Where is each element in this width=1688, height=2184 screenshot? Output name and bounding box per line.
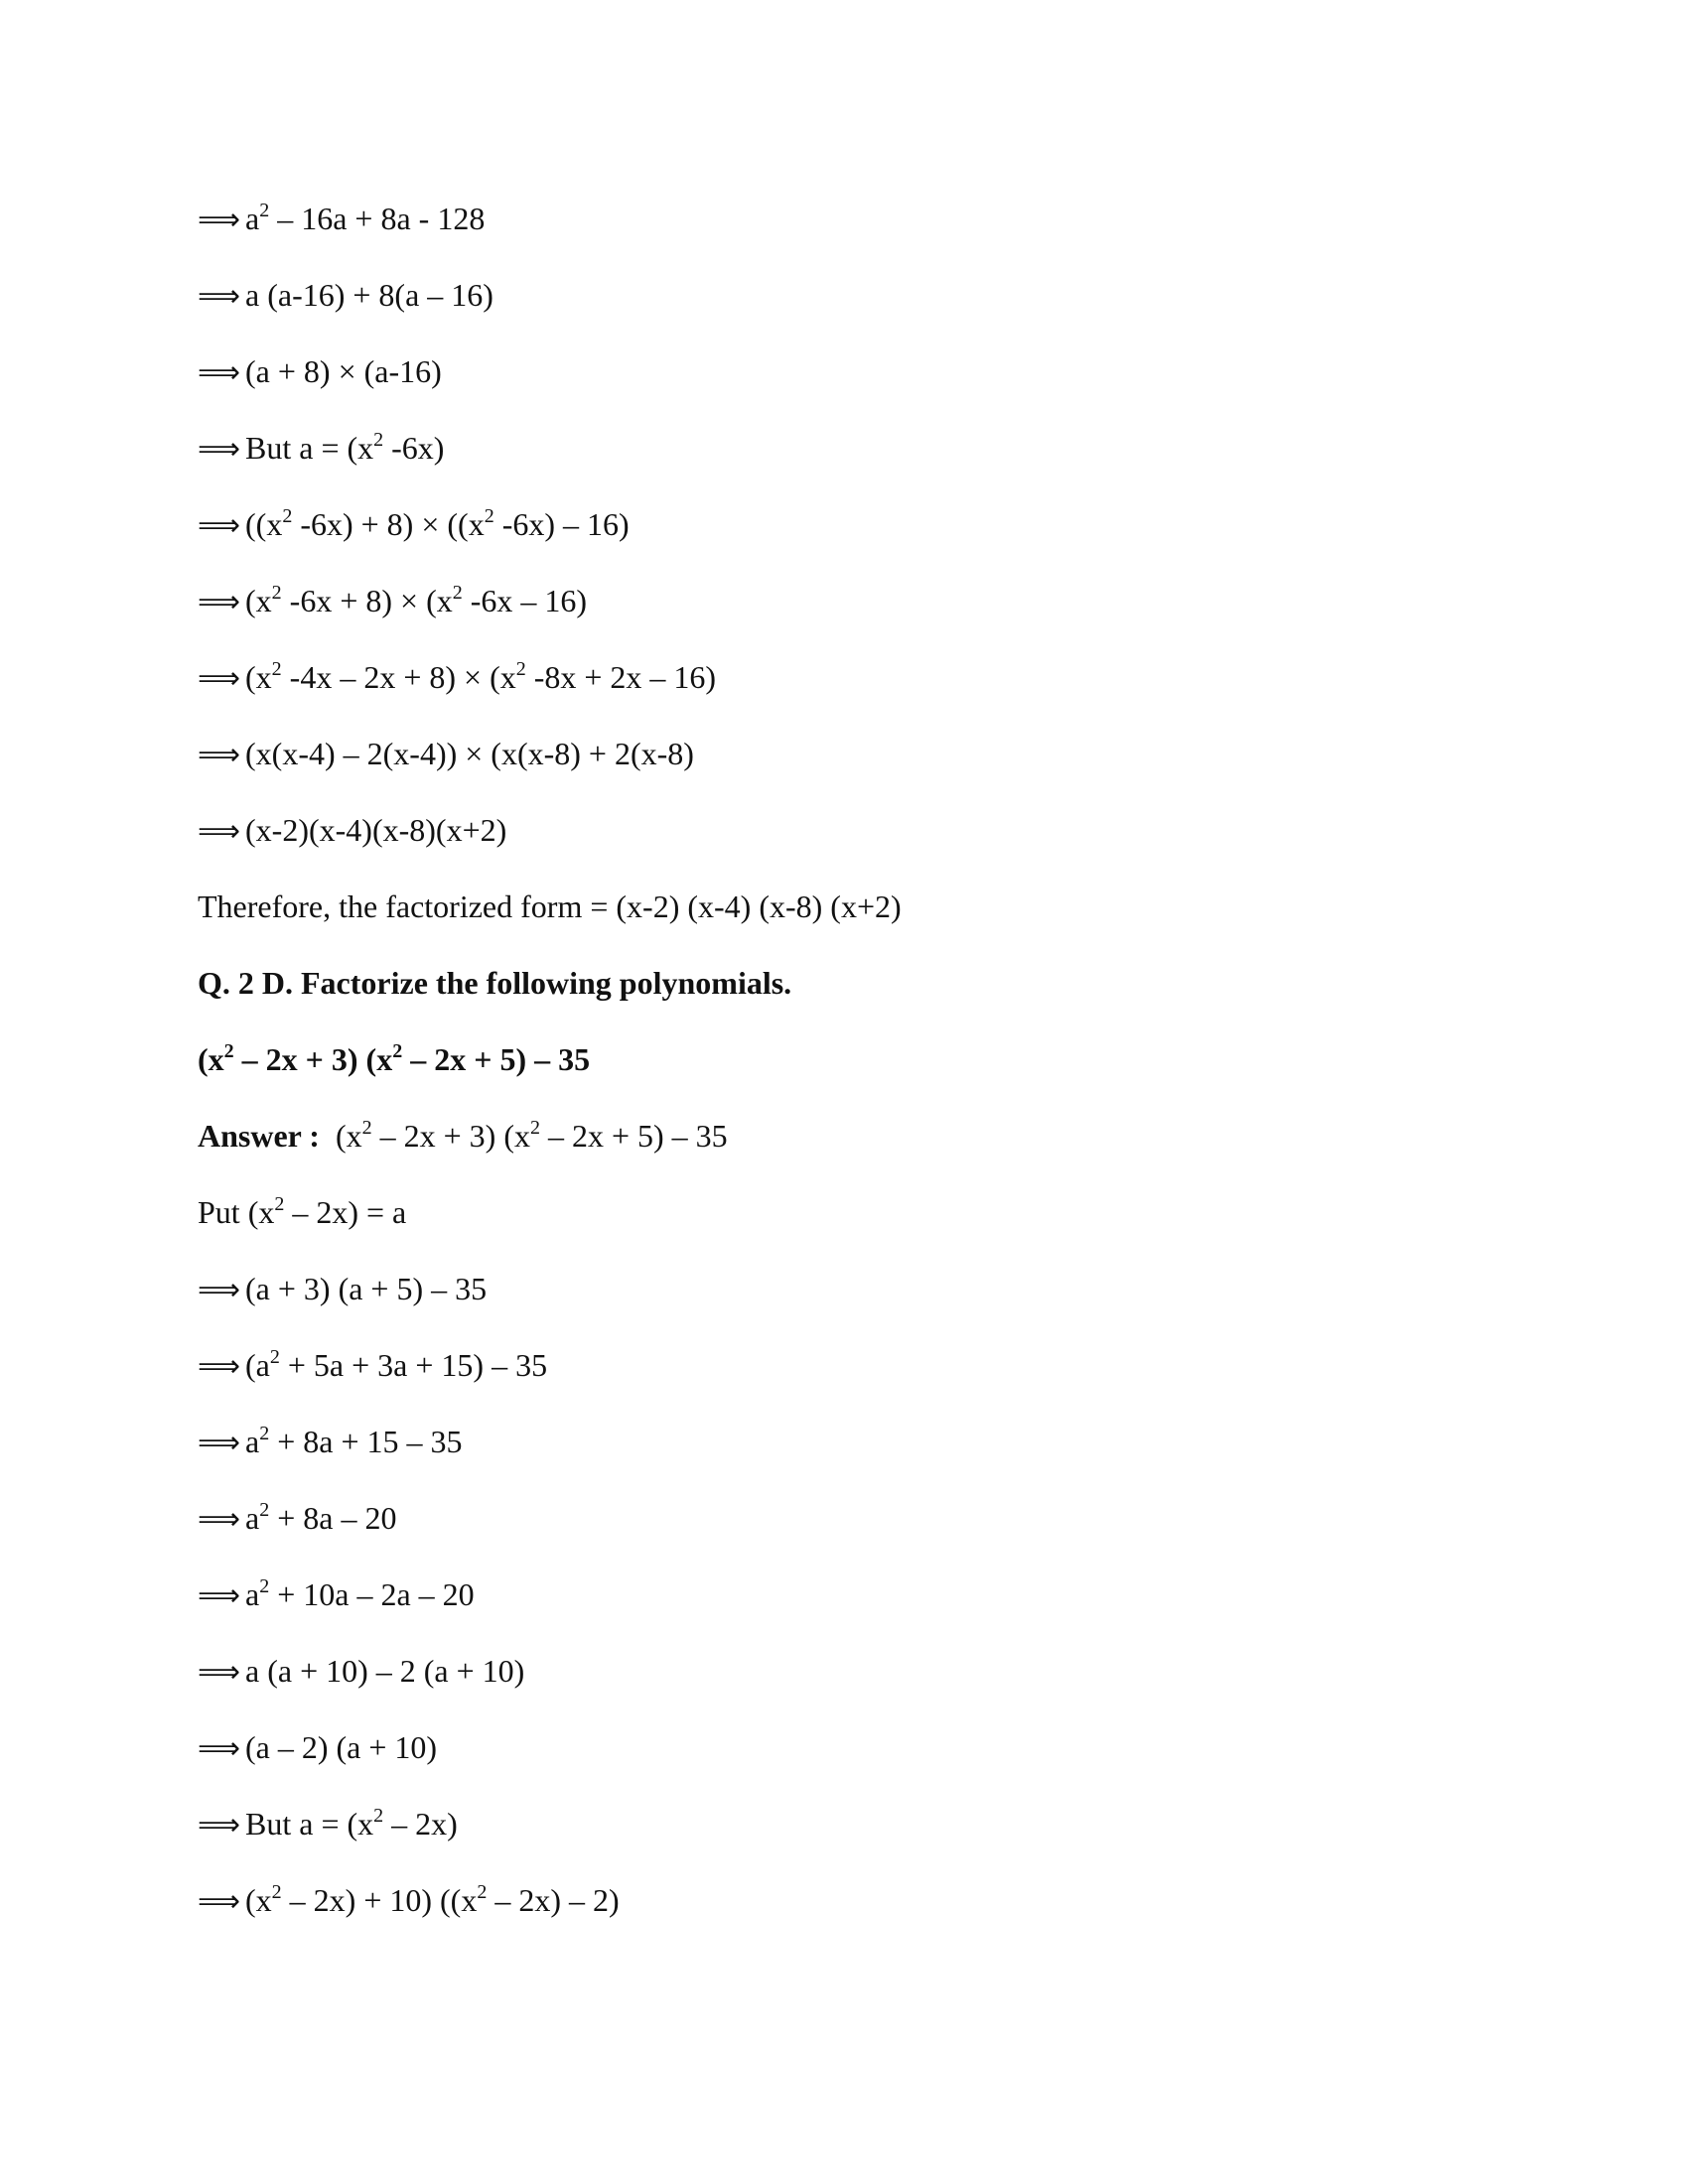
step-line: ⟹ But $a = (x^2 - 2x)$ — [198, 1804, 458, 1845]
implies-arrow: ⟹ — [198, 432, 241, 467]
step-line: ⟹ (a – 2) (a + 10) — [198, 1727, 437, 1769]
step-line: ⟹ $(a^2 + 5a + 3a + 15) - 35$ — [198, 1345, 547, 1387]
step-line: ⟹ (a + 8) × (a-16) — [198, 351, 442, 393]
answer-label: Answer : — [198, 1118, 320, 1154]
step-line: ⟹ $a^2 + 8a + 15 - 35$ — [198, 1422, 463, 1463]
implies-arrow: ⟹ — [198, 1578, 241, 1613]
implies-arrow: ⟹ — [198, 355, 241, 390]
step-line: ⟹ ($x^2$ $-4x - 2x + 8) \times (x^2$ -8x + 2x – 16) — [198, 657, 716, 699]
step-line: ⟹ (x-2)(x-4)(x-8)(x+2) — [198, 810, 506, 852]
conclusion-text: Therefore, the factorized form = (x-2) (x-4) (x-8) (x+2) — [198, 888, 902, 924]
step-line: ⟹ ($x^2$ $-6x + 8) \times (x^2$ -6x – 16) — [198, 581, 587, 622]
implies-arrow: ⟹ — [198, 1808, 241, 1843]
implies-arrow: ⟹ — [198, 1502, 241, 1537]
step-line: ⟹ (x(x-4) – 2(x-4)) × (x(x-8) + 2(x-8) — [198, 734, 694, 775]
implies-arrow: ⟹ — [198, 585, 241, 619]
implies-arrow: ⟹ — [198, 661, 241, 696]
implies-arrow: ⟹ — [198, 1655, 241, 1690]
implies-arrow: ⟹ — [198, 279, 241, 314]
substitution-line: Put $(x^2 - 2x) = a$ — [198, 1193, 407, 1230]
question-expression: $(x^2 - 2x + 3)$ $(x^2 - 2x + 5) - 35$ — [198, 1040, 591, 1077]
step-line: ⟹ $a^2 - 16a + 8a - 128$ — [198, 199, 485, 240]
step-line: ⟹ $(x^2 - 2x) + 10$) $((x^2 - 2x) - 2)$ — [198, 1880, 620, 1922]
step-line: ⟹ But $a = (x^2$ -6x) — [198, 428, 444, 470]
implies-arrow: ⟹ — [198, 1349, 241, 1384]
step-line: ⟹ a (a-16) + 8(a – 16) — [198, 275, 493, 317]
step-line: ⟹ (($x^2$ $-6x) + 8) \times ((x^2$ -6x) – 16) — [198, 504, 630, 546]
step-line: ⟹ $a^2 + 10a - 2a - 20$ — [198, 1574, 475, 1616]
implies-arrow: ⟹ — [198, 203, 241, 237]
implies-arrow: ⟹ — [198, 1731, 241, 1766]
step-line: ⟹ $a^2 + 8a - 20$ — [198, 1498, 396, 1540]
implies-arrow: ⟹ — [198, 1426, 241, 1460]
implies-arrow: ⟹ — [198, 814, 241, 849]
implies-arrow: ⟹ — [198, 1884, 241, 1919]
step-line: ⟹ a (a + 10) – 2 (a + 10) — [198, 1651, 524, 1693]
implies-arrow: ⟹ — [198, 508, 241, 543]
step-line: ⟹ (a + 3) (a + 5) – 35 — [198, 1269, 487, 1310]
question-title: Q. 2 D. Factorize the following polynomials. — [198, 965, 792, 1001]
implies-arrow: ⟹ — [198, 738, 241, 772]
answer-line: Answer : $(x^2 - 2x + 3)$ $(x^2 - 2x + 5) - 35$ — [198, 1117, 728, 1154]
implies-arrow: ⟹ — [198, 1273, 241, 1307]
